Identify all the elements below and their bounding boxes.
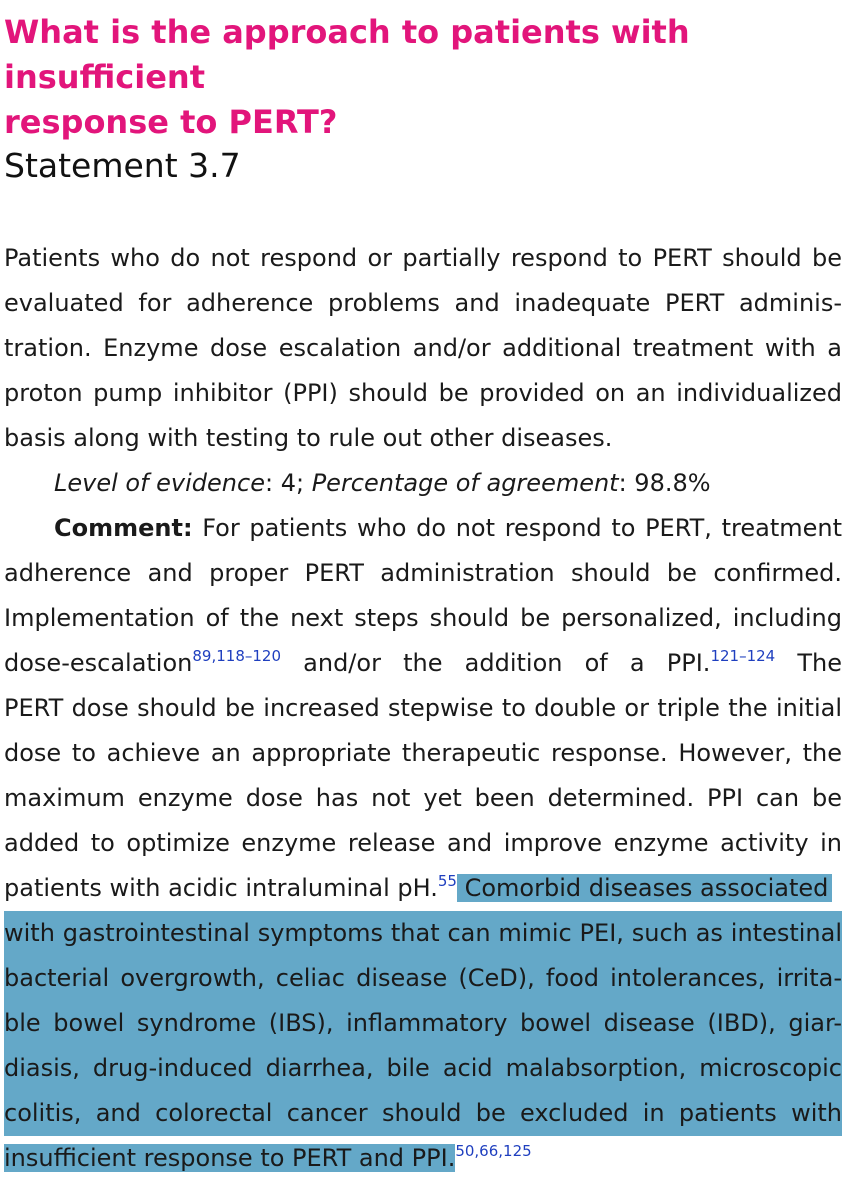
comment-line-8: added to optimize enzyme release and improve enzyme activity in: [4, 829, 842, 857]
comment-label: Comment:: [54, 514, 193, 542]
evidence-line: [4, 461, 842, 506]
agreement-label: Percentage of agreement: [311, 469, 619, 497]
comment-line-7: maximum enzyme dose has not yet been determined. PPI can be: [4, 784, 842, 812]
comment-line-6: dose to achieve an appropriate therapeutic response. However, the: [4, 739, 842, 767]
statement-line-1: Patients who do not respond or partially respond to PERT should be: [4, 244, 842, 272]
comment-line-4-a: dose-escalation: [4, 649, 193, 677]
highlighted-line-13[interactable]: diasis, drug-induced diarrhea, bile acid malabsorption, microscopic: [4, 1046, 842, 1091]
statement-line-4: proton pump inhibitor (PPI) should be provided on an individualized: [4, 379, 842, 407]
title-line-2: response to PERT?: [4, 103, 338, 141]
comment-line-1: [4, 506, 842, 551]
highlighted-line-12[interactable]: ble bowel syndrome (IBS), inflammatory bowel disease (IBD), giar-: [4, 1001, 842, 1046]
evidence-level-value: : 4;: [264, 469, 305, 497]
citation-ref[interactable]: 121–124: [710, 647, 776, 665]
statement-line-3: tration. Enzyme dose escalation and/or additional treatment with a: [4, 334, 842, 362]
comment-line-5: PERT dose should be increased stepwise to double or triple the initial: [4, 694, 842, 722]
citation-ref[interactable]: 55: [437, 872, 457, 890]
comment-line-2: adherence and proper PERT administration should be confirmed.: [4, 559, 842, 587]
comment-line-9-a: patients with acidic intraluminal pH.: [4, 874, 438, 902]
evidence-level-label: Level of evidence: [54, 469, 265, 497]
title-line-1: What is the approach to patients with insufficient: [4, 13, 690, 96]
section-question-title: [4, 10, 840, 145]
citation-ref[interactable]: 89,118–120: [192, 647, 281, 665]
comment-line-4-c: The: [775, 649, 842, 677]
comment-line-1-text: For patients who do not respond to PERT, treatment: [192, 514, 842, 542]
highlighted-line-11[interactable]: bacterial overgrowth, celiac disease (CeD), food intolerances, irrita-: [4, 956, 842, 1001]
statement-heading: Statement 3.7: [4, 146, 241, 185]
agreement-value: : 98.8%: [618, 469, 711, 497]
highlighted-text[interactable]: Comorbid diseases associated: [457, 874, 832, 902]
comment-line-9: [4, 866, 842, 911]
highlighted-line-14[interactable]: colitis, and colorectal cancer should be excluded in patients with: [4, 1091, 842, 1136]
statement-line-2: evaluated for adherence problems and inadequate PERT adminis-: [4, 289, 842, 317]
highlighted-line-10[interactable]: with gastrointestinal symptoms that can mimic PEI, such as intestinal: [4, 911, 842, 956]
comment-line-15: [4, 1136, 842, 1181]
comment-line-4-b: and/or the addition of a PPI.: [281, 649, 711, 677]
comment-line-3: Implementation of the next steps should be personalized, including: [4, 604, 842, 632]
highlighted-text-end[interactable]: insufficient response to PERT and PPI.: [4, 1144, 456, 1172]
citation-ref[interactable]: 50,66,125: [455, 1142, 532, 1160]
statement-line-5: basis along with testing to rule out other diseases.: [4, 424, 613, 452]
comment-line-4: [4, 641, 842, 686]
